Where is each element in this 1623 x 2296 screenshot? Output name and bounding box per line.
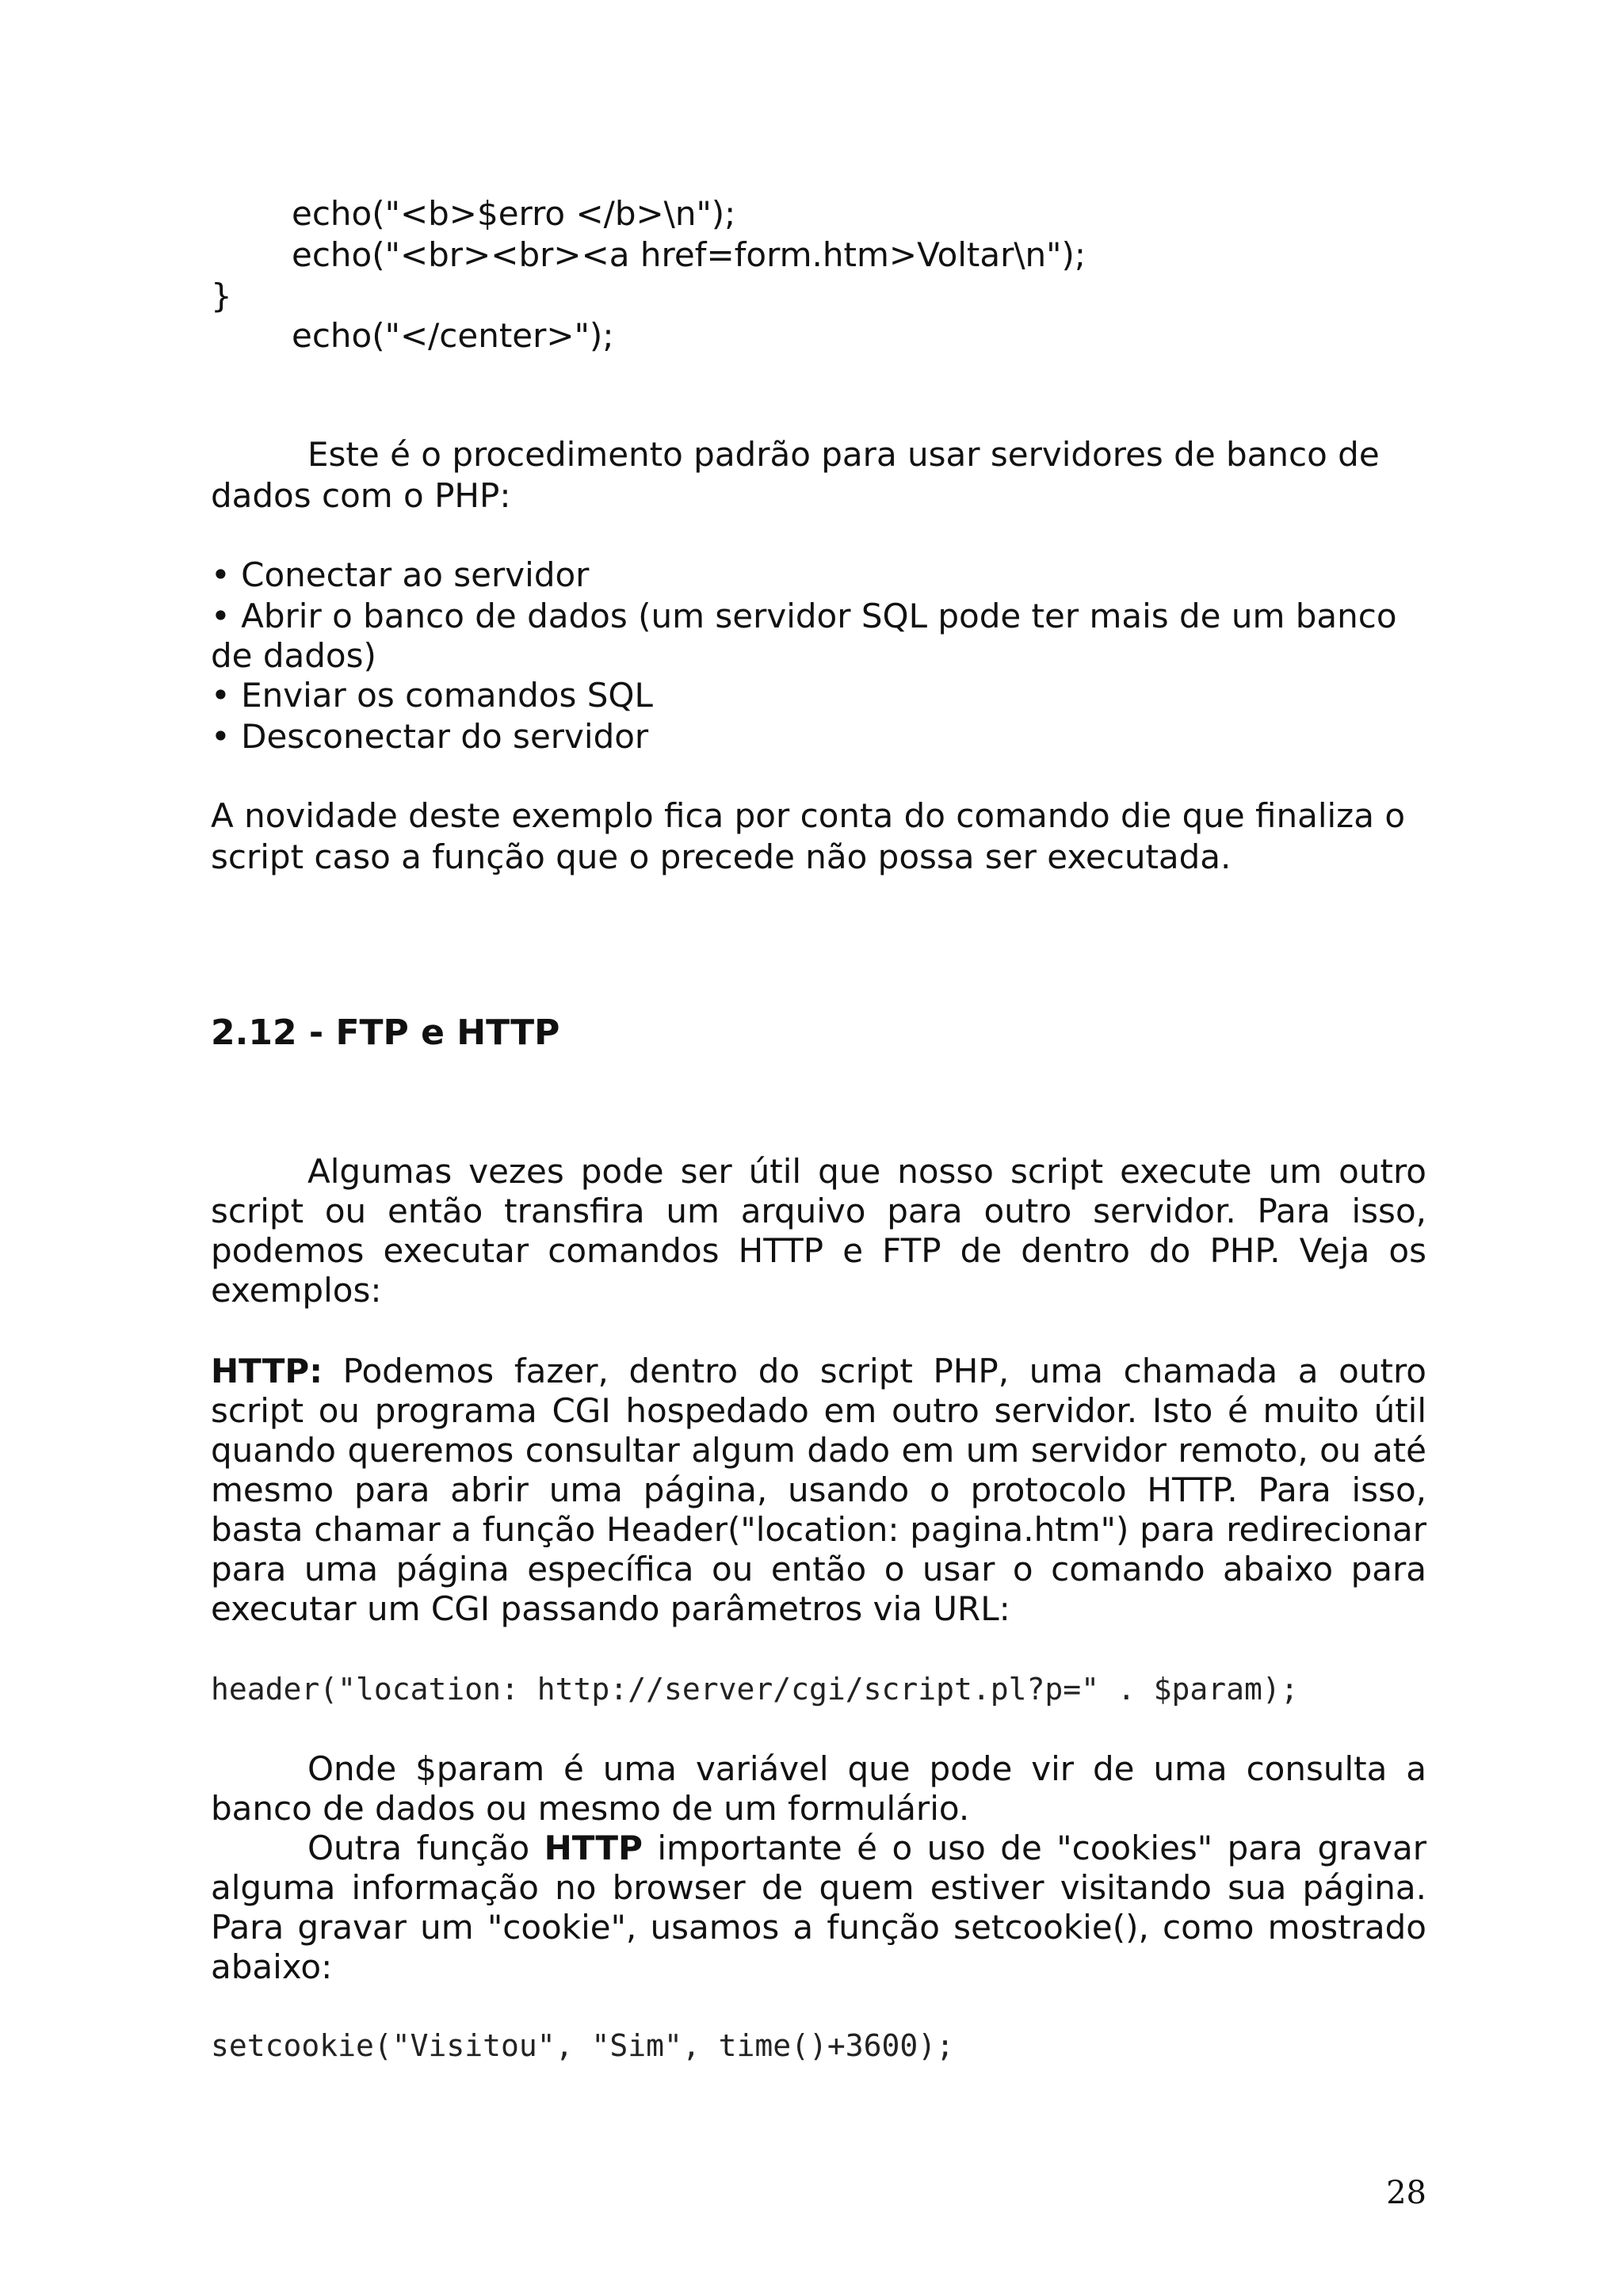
paragraph-line: abaixo: (211, 1947, 333, 1986)
paragraph-line (307, 1829, 1426, 1868)
paragraph-line: quando queremos consultar algum dado em um servidor remoto, ou até (211, 1431, 1426, 1470)
paragraph-line: alguma informação no browser de quem estiver visitando sua página. (211, 1868, 1426, 1907)
paragraph-line: mesmo para abrir uma página, usando o protocolo HTTP. Para isso, (211, 1470, 1426, 1509)
paragraph-line: Para gravar um "cookie", usamos a função setcookie(), como mostrado (211, 1908, 1426, 1947)
code-line: echo("</center>"); (292, 316, 614, 355)
list-item: • Enviar os comandos SQL (211, 676, 653, 715)
paragraph-text: Podemos fazer, dentro do script PHP, uma chamada a outro (323, 1352, 1426, 1390)
code-line: header("location: http://server/cgi/script.pl?p=" . $param); (211, 1672, 1299, 1707)
paragraph-line: banco de dados ou mesmo de um formulário. (211, 1789, 970, 1828)
page-number: 28 (1386, 2175, 1426, 2211)
http-label: HTTP: (211, 1352, 323, 1390)
http-bold: HTTP (544, 1829, 643, 1867)
list-item: • Desconectar do servidor (211, 717, 649, 756)
paragraph-text: importante é o uso de "cookies" para gravar (642, 1829, 1426, 1867)
code-line: setcookie("Visitou", "Sim", time()+3600); (211, 2028, 954, 2063)
paragraph-line: script caso a função que o precede não possa ser executada. (211, 837, 1232, 876)
paragraph-line: Algumas vezes pode ser útil que nosso script execute um outro (307, 1152, 1426, 1191)
paragraph-line: script ou programa CGI hospedado em outro servidor. Isto é muito útil (211, 1391, 1426, 1430)
paragraph-line: script ou então transfira um arquivo para outro servidor. Para isso, (211, 1192, 1426, 1230)
paragraph-line: Este é o procedimento padrão para usar servidores de banco de (307, 435, 1380, 474)
code-line: } (211, 277, 232, 315)
paragraph-line: executar um CGI passando parâmetros via URL: (211, 1589, 1010, 1628)
paragraph-line (211, 1352, 1426, 1391)
paragraph-line: basta chamar a função Header("location: pagina.htm") para redirecionar (211, 1510, 1426, 1549)
code-line: echo("<br><br><a href=form.htm>Voltar\n"); (292, 235, 1086, 274)
paragraph-line: podemos executar comandos HTTP e FTP de dentro do PHP. Veja os (211, 1231, 1426, 1270)
code-line: echo("<b>$erro </b>\n"); (292, 194, 736, 233)
section-heading: 2.12 - FTP e HTTP (211, 1013, 560, 1053)
list-item: • Conectar ao servidor (211, 555, 590, 594)
paragraph-line: A novidade deste exemplo fica por conta do comando die que finaliza o (211, 796, 1406, 835)
paragraph-line: dados com o PHP: (211, 476, 511, 515)
paragraph-line: para uma página específica ou então o usar o comando abaixo para (211, 1550, 1426, 1589)
paragraph-text: Outra função (307, 1829, 544, 1867)
list-item: de dados) (211, 636, 376, 675)
paragraph-line: Onde $param é uma variável que pode vir de uma consulta a (307, 1749, 1426, 1788)
paragraph-line: exemplos: (211, 1271, 382, 1310)
list-item: • Abrir o banco de dados (um servidor SQL pode ter mais de um banco (211, 597, 1397, 635)
